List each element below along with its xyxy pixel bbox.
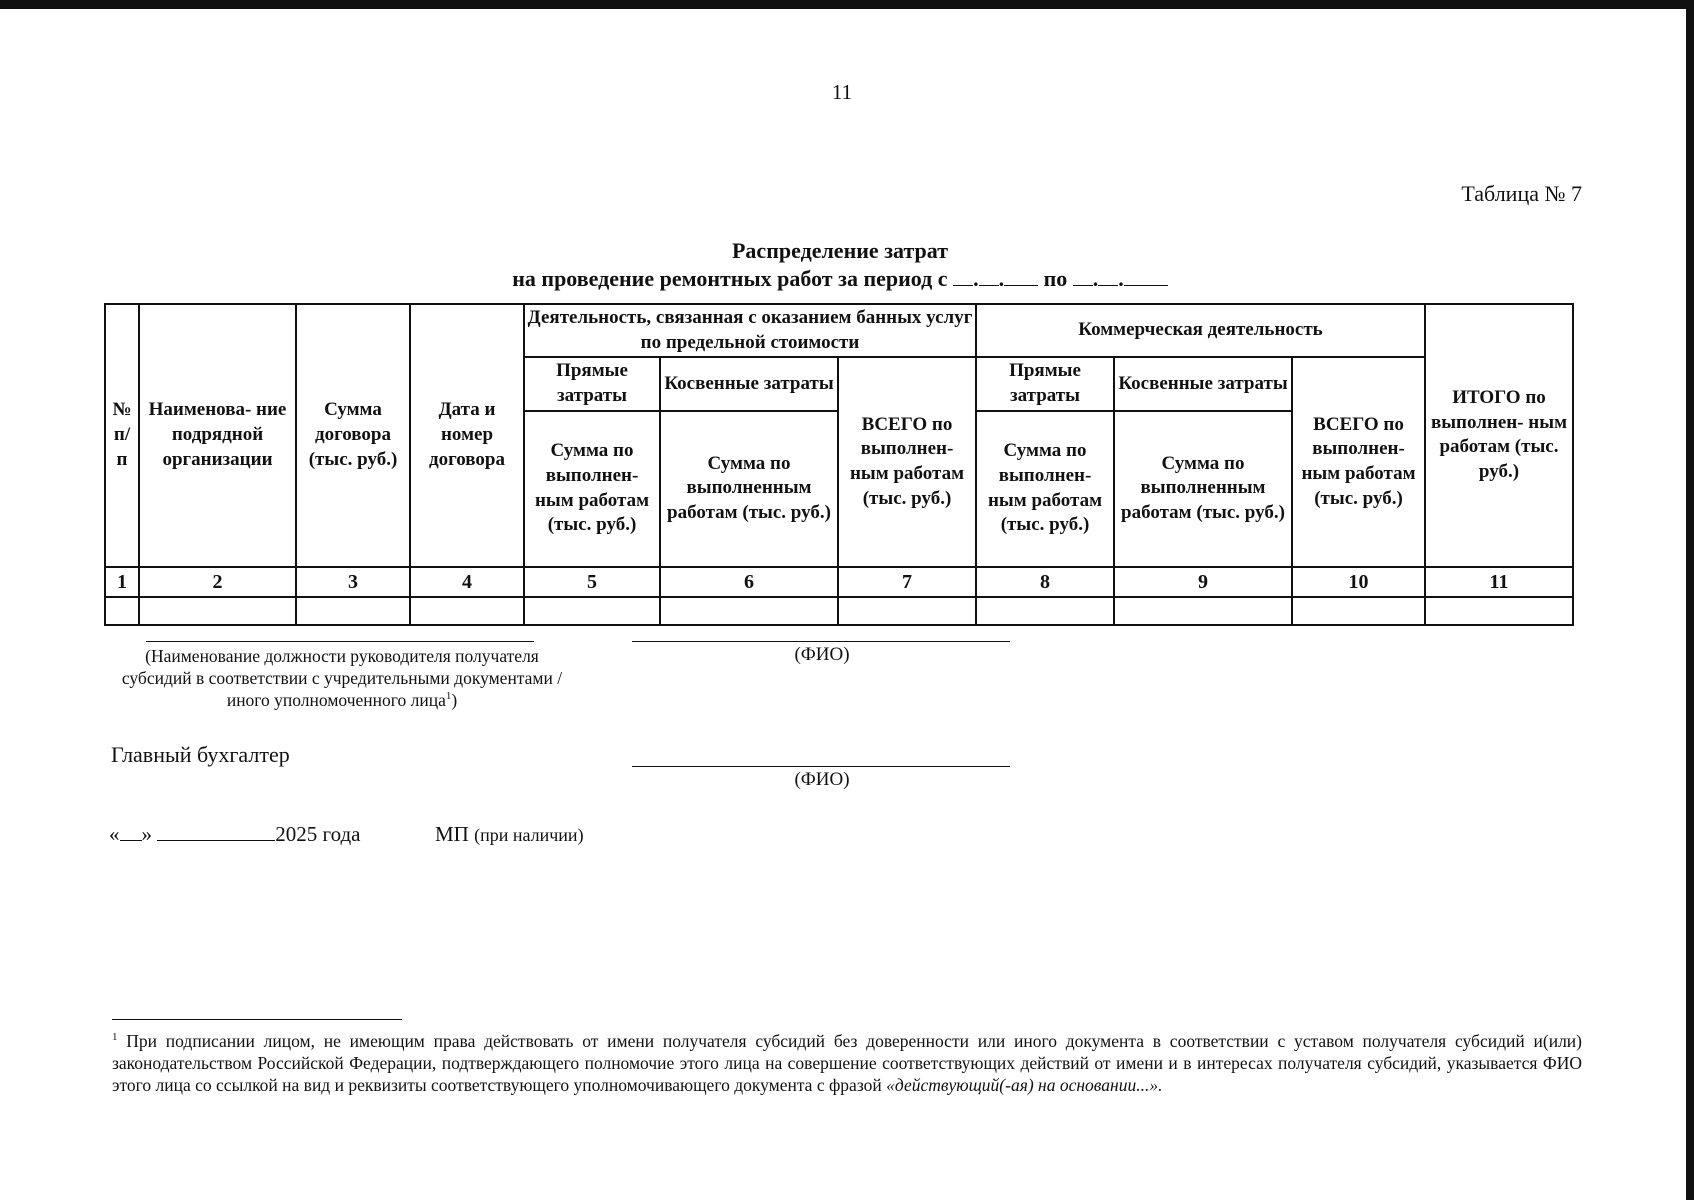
header-commercial-direct-sum: Сумма по выполнен- ным работам (тыс. руб.) bbox=[976, 411, 1114, 567]
header-bath-direct-sum: Сумма по выполнен- ным работам (тыс. руб.) bbox=[524, 411, 660, 567]
header-bath-indirect-sum: Сумма по выполненным работам (тыс. руб.) bbox=[660, 411, 838, 567]
chief-accountant-label: Главный бухгалтер bbox=[111, 742, 290, 767]
header-group-commercial: Коммерческая деятельность bbox=[976, 304, 1425, 357]
empty-cell[interactable] bbox=[976, 597, 1114, 625]
year-text: 2025 года bbox=[275, 822, 361, 846]
header-commercial-total: ВСЕГО по выполнен- ным работам (тыс. руб.) bbox=[1292, 357, 1425, 566]
header-bath-indirect-costs: Косвенные затраты bbox=[660, 357, 838, 410]
footnote-ref: 1 bbox=[445, 690, 452, 703]
column-number: 4 bbox=[410, 567, 524, 597]
head-position-line[interactable] bbox=[146, 641, 534, 642]
footnote-text: При подписании лицом, не имеющим права действовать от имени получателя субсидий без доверенности или иного документа в соответствии с уставом получателя субсидий и(или) законодательством Российской Федерации, подтверждающего полномочие этого лица на совершение соответствующих действий от имени и в интересах получателя субсидий, указывается ФИО этого лица со ссылкой на вид и реквизиты соответствующего уполномочивающего документа с фразой bbox=[112, 1031, 1582, 1096]
day-blank[interactable] bbox=[120, 822, 142, 841]
scan-top-border bbox=[0, 0, 1694, 9]
column-number: 10 bbox=[1292, 567, 1425, 597]
column-number: 5 bbox=[524, 567, 660, 597]
column-number: 11 bbox=[1425, 567, 1573, 597]
head-signature-line[interactable] bbox=[632, 641, 1010, 642]
header-contract-date: Дата и номер договора bbox=[410, 304, 524, 567]
accountant-fio-caption: (ФИО) bbox=[794, 769, 850, 790]
footnote-marker: 1 bbox=[112, 1031, 118, 1044]
column-number: 3 bbox=[296, 567, 410, 597]
empty-cell[interactable] bbox=[139, 597, 296, 625]
empty-cell[interactable] bbox=[1425, 597, 1573, 625]
empty-cell[interactable] bbox=[838, 597, 976, 625]
date-quote-close: » bbox=[141, 822, 152, 846]
stamp-label: МП bbox=[435, 822, 469, 846]
footnote-divider bbox=[112, 1019, 402, 1020]
header-contractor: Наименова- ние подрядной организации bbox=[139, 304, 296, 567]
header-commercial-indirect-sum: Сумма по выполненным работам (тыс. руб.) bbox=[1114, 411, 1292, 567]
column-number: 1 bbox=[105, 567, 139, 597]
empty-cell[interactable] bbox=[1114, 597, 1292, 625]
period-start-blank[interactable]: . . bbox=[953, 266, 1044, 291]
header-bath-total: ВСЕГО по выполнен- ным работам (тыс. руб.) bbox=[838, 357, 976, 566]
footnote-quote: «действующий(-ая) на основании...». bbox=[886, 1075, 1163, 1096]
form-subtitle bbox=[460, 266, 1220, 292]
header-no: № п/ п bbox=[105, 304, 139, 567]
header-group-bath-services: Деятельность, связанная с оказанием банных услуг по предельной стоимости bbox=[524, 304, 976, 357]
date-quote-open: « bbox=[109, 822, 120, 846]
accountant-signature-line[interactable] bbox=[632, 766, 1010, 767]
scan-right-border bbox=[1686, 0, 1694, 1200]
head-caption-text: (Наименование должности руководителя получателя субсидий в соответствии с учредительными документами / иного уполномоченного лица bbox=[121, 646, 563, 711]
empty-cell[interactable] bbox=[296, 597, 410, 625]
stamp-note: (при наличии) bbox=[474, 825, 584, 845]
empty-cell[interactable] bbox=[524, 597, 660, 625]
empty-cell[interactable] bbox=[660, 597, 838, 625]
table-row bbox=[105, 597, 1573, 625]
empty-cell[interactable] bbox=[1292, 597, 1425, 625]
period-middle: по bbox=[1043, 266, 1068, 291]
empty-cell[interactable] bbox=[105, 597, 139, 625]
month-blank[interactable] bbox=[157, 822, 275, 841]
head-fio-caption: (ФИО) bbox=[794, 644, 850, 665]
header-commercial-indirect-costs: Косвенные затраты bbox=[1114, 357, 1292, 410]
form-title: Распределение затрат bbox=[731, 238, 949, 263]
column-number: 8 bbox=[976, 567, 1114, 597]
header-contract-sum: Сумма договора (тыс. руб.) bbox=[296, 304, 410, 567]
header-bath-direct-costs: Прямые затраты bbox=[524, 357, 660, 410]
column-number: 2 bbox=[139, 567, 296, 597]
column-number: 9 bbox=[1114, 567, 1292, 597]
period-end-blank[interactable]: . . bbox=[1073, 266, 1168, 291]
table-label: Таблица № 7 bbox=[1461, 181, 1582, 206]
column-number: 7 bbox=[838, 567, 976, 597]
header-grand-total: ИТОГО по выполнен- ным работам (тыс. руб.) bbox=[1425, 304, 1573, 567]
head-position-caption bbox=[110, 645, 574, 712]
empty-cell[interactable] bbox=[410, 597, 524, 625]
cost-distribution-table bbox=[104, 303, 1574, 626]
period-prefix: на проведение ремонтных работ за период с bbox=[512, 266, 948, 291]
footnote bbox=[112, 1030, 1582, 1097]
header-commercial-direct-costs: Прямые затраты bbox=[976, 357, 1114, 410]
page-number: 11 bbox=[831, 80, 853, 104]
head-caption-close: ) bbox=[451, 690, 458, 711]
column-number: 6 bbox=[660, 567, 838, 597]
date-row bbox=[109, 822, 584, 847]
